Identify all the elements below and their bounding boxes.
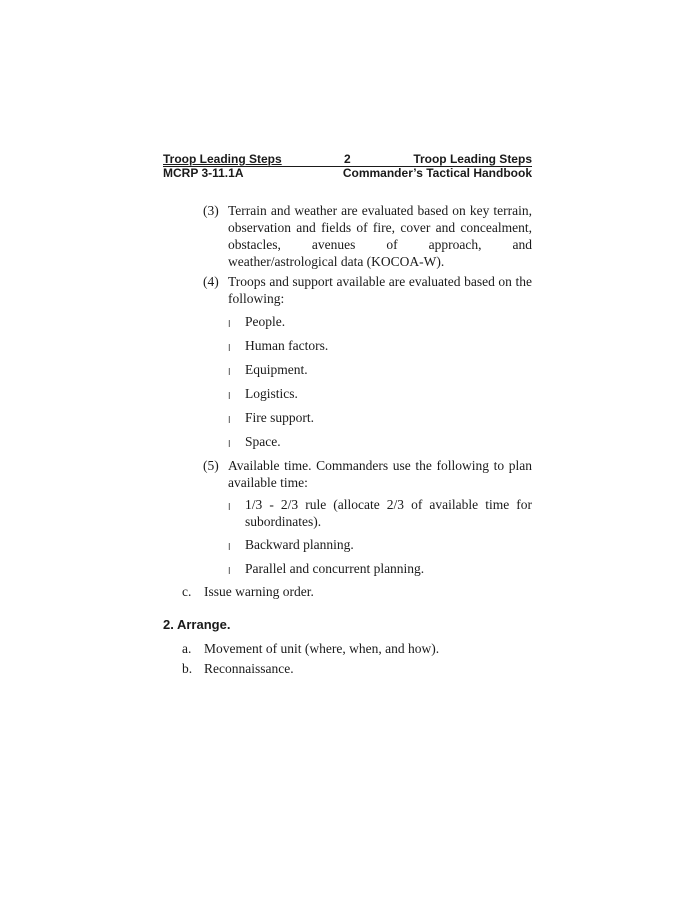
item-text: Movement of unit (where, when, and how). [204, 641, 440, 656]
bullet-marker: l [228, 503, 231, 513]
bullet-text: Logistics. [245, 386, 298, 401]
bullet-item [228, 409, 532, 426]
header-publication-id: MCRP 3-11.1A [163, 166, 244, 180]
bullet-marker: l [228, 567, 231, 577]
bullet-text: People. [245, 314, 286, 329]
bullet-marker: l [228, 543, 231, 553]
item-text: Available time. Commanders use the following to plan available time: [228, 458, 532, 490]
bullet-marker: l [228, 392, 231, 402]
bullet-item [228, 313, 532, 330]
item-text: Troops and support available are evaluated based on the following: [228, 274, 532, 306]
bullet-item [228, 361, 532, 378]
bullet-text: Fire support. [245, 410, 314, 425]
bullet-marker: l [228, 320, 231, 330]
header-publication-title: Commander’s Tactical Handbook [342, 166, 532, 180]
item-number: (4) [203, 274, 219, 289]
bullet-item [228, 337, 532, 354]
item-number: (5) [203, 458, 219, 473]
bullet-text: Backward planning. [245, 537, 354, 552]
item-letter: b. [182, 661, 193, 676]
bullet-item [228, 433, 532, 450]
lettered-item-c [182, 583, 532, 600]
bullet-item [228, 536, 532, 553]
bullet-text: 1/3 - 2/3 rule (allocate 2/3 of available time for subordinates). [245, 497, 532, 529]
bullet-marker: l [228, 440, 231, 450]
item-text: Terrain and weather are evaluated based on key terrain, observation and fields of fire, cover and concealment, obstacles, avenues of approach, and weather/astrological data (KOCOA-W). [228, 203, 532, 269]
lettered-item-b [182, 660, 532, 677]
running-header-bottom [163, 166, 532, 180]
item-letter: a. [182, 641, 192, 656]
lettered-item-a [182, 640, 532, 657]
item-letter: c. [182, 584, 192, 599]
bullet-text: Equipment. [245, 362, 308, 377]
bullet-item [228, 385, 532, 402]
numbered-item-5 [203, 457, 532, 491]
item-text: Reconnaissance. [204, 661, 294, 676]
header-chapter-title-left: Troop Leading Steps [163, 152, 282, 166]
numbered-item-3 [203, 202, 532, 270]
bullet-marker: l [228, 416, 231, 426]
bullet-text: Space. [245, 434, 281, 449]
bullet-marker: l [228, 368, 231, 378]
header-chapter-title-right: Troop Leading Steps [413, 152, 532, 166]
section-heading: 2. Arrange. [163, 617, 231, 632]
bullet-text: Parallel and concurrent planning. [245, 561, 425, 576]
bullet-item [228, 560, 532, 577]
running-header-top [163, 152, 532, 167]
numbered-item-4 [203, 273, 532, 307]
bullet-item [228, 496, 532, 530]
bullet-marker: l [228, 344, 231, 354]
item-text: Issue warning order. [204, 584, 314, 599]
item-number: (3) [203, 203, 219, 218]
header-page-number: 2 [344, 152, 351, 166]
bullet-text: Human factors. [245, 338, 329, 353]
